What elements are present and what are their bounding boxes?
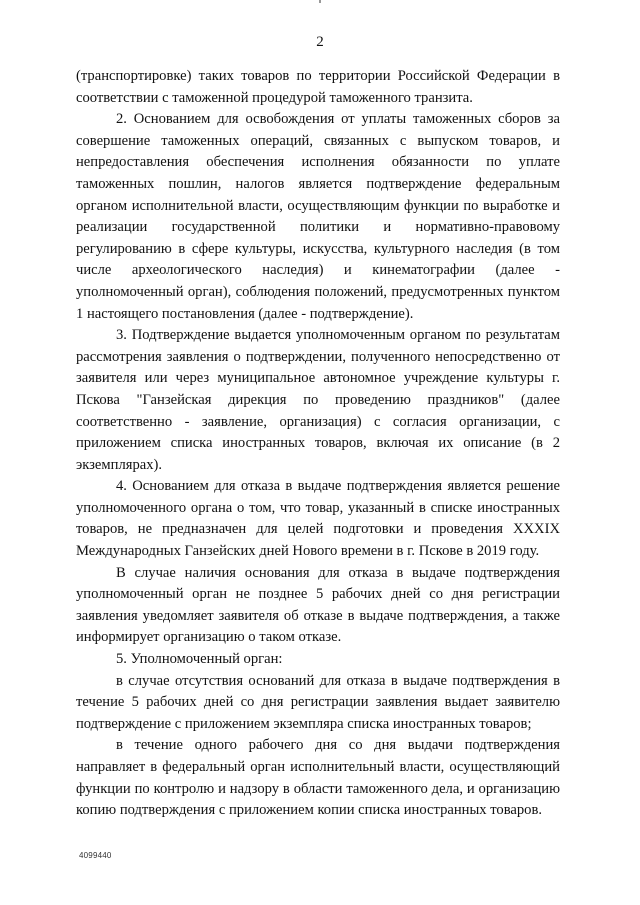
document-body [76, 66, 560, 822]
page-number: 2 [316, 34, 324, 50]
paragraph-continuation: (транспортировке) таких товаров по территории Российской Федерации в соответствии с таможенной процедурой таможенного транзита. [76, 68, 560, 106]
paragraph-item-5: 5. Уполномоченный орган: [116, 651, 283, 668]
paragraph-item-5-clause-1: в случае отсутствия оснований для отказа в выдаче подтверждения в течение 5 рабочих дней со дня регистрации заявления выдает заявителю подтверждение с приложением экземпляра списка иностранных товаров; [76, 672, 560, 732]
paragraph-item-3: 3. Подтверждение выдается уполномоченным органом по результатам рассмотрения заявления о подтверждении, полученного непосредственно от заявителя или через муниципальное автономное учреждение культуры г. Пскова "Ганзейская дирекция по проведению праздников" (далее соответственно - заявление, организация) с согласия организации, с приложением списка иностранных товаров, включая их описание (в 2 экземплярах). [76, 327, 560, 473]
document-code: 4099440 [79, 851, 112, 860]
paragraph-refusal-case: В случае наличия основания для отказа в выдаче подтверждения уполномоченный орган не позднее 5 рабочих дней со дня регистрации заявления уведомляет заявителя об отказе в выдаче подтверждения, а также информирует организацию о таком отказе. [76, 564, 560, 646]
scan-mark [319, 0, 321, 3]
paragraph-item-5-clause-2: в течение одного рабочего дня со дня выдачи подтверждения направляет в федеральный орган исполнительный власти, осуществляющий функции по контролю и надзору в области таможенного дела, и организацию копию подтверждения с приложением копии списка иностранных товаров. [76, 737, 560, 819]
paragraph-item-2: 2. Основанием для освобождения от уплаты таможенных сборов за совершение таможенных операций, связанных с выпуском товаров, и непредоставления обеспечения исполнения обязанности по уплате таможенных пошлин, налогов является подтверждение федеральным органом исполнительной власти, осуществляющим функции по выработке и реализации государственной политики и нормативно-правовому регулированию в сфере культуры, искусства, культурного наследия (в том числе археологического наследия) и кинематографии (далее - уполномоченный орган), соблюдения положений, предусмотренных пунктом 1 настоящего постановления (далее - подтверждение). [76, 111, 560, 322]
paragraph-item-4: 4. Основанием для отказа в выдаче подтверждения является решение уполномоченного органа о том, что товар, указанный в списке иностранных товаров, не предназначен для целей подготовки и проведения XXXIX Международных Ганзейских дней Нового времени в г. Пскове в 2019 году. [76, 478, 560, 560]
